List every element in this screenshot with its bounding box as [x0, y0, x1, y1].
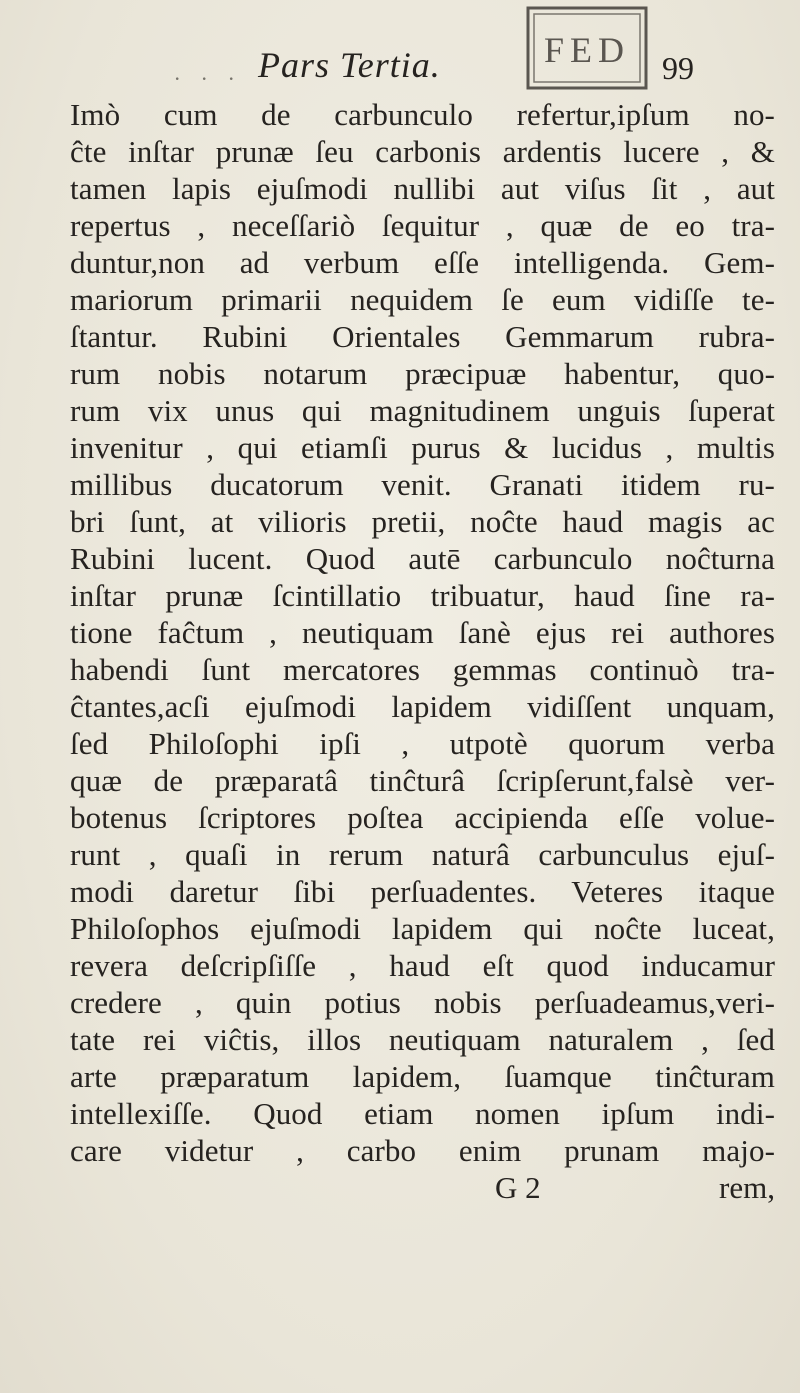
running-title: Pars Tertia.	[258, 45, 441, 85]
text-line: ſed Philoſophi ipſi , utpotè quorum verba	[70, 726, 775, 761]
text-line: quæ de præparatâ tinĉturâ ſcripſerunt,falsè ver-	[70, 763, 775, 798]
text-line: botenus ſcriptores poſtea accipienda eſſe volue-	[70, 800, 775, 835]
text-line: repertus , neceſſariò ſequitur , quæ de eo tra-	[70, 208, 775, 243]
signature-mark: G 2	[495, 1170, 541, 1205]
library-stamp-icon	[522, 2, 652, 94]
text-line: arte præparatum lapidem, ſuamque tinĉturam	[70, 1059, 775, 1094]
text-line: rum vix unus qui magnitudinem unguis ſuperat	[70, 393, 775, 428]
text-line: tione faĉtum , neutiquam ſanè ejus rei authores	[70, 615, 775, 650]
text-line: tate rei viĉtis, illos neutiquam naturalem , ſed	[70, 1022, 775, 1057]
text-line: runt , quaſi in rerum naturâ carbunculus ejuſ-	[70, 837, 775, 872]
text-line: care videtur , carbo enim prunam majo-	[70, 1133, 775, 1168]
text-line: tamen lapis ejuſmodi nullibi aut viſus ſit , aut	[70, 171, 775, 206]
text-line: invenitur , qui etiamſi purus & lucidus , multis	[70, 430, 775, 465]
text-line: ĉte inſtar prunæ ſeu carbonis ardentis lucere , &	[70, 134, 775, 169]
page-number: 99	[662, 50, 694, 86]
text-line: inſtar prunæ ſcintillatio tribuatur, haud ſine ra-	[70, 578, 775, 613]
catchword: rem,	[719, 1170, 775, 1205]
text-line: habendi ſunt mercatores gemmas continuò tra-	[70, 652, 775, 687]
page-footer	[70, 1169, 775, 1206]
text-line: Rubini lucent. Quod autē carbunculo noĉturna	[70, 541, 775, 576]
body-text	[70, 96, 775, 1206]
text-line: ſtantur. Rubini Orientales Gemmarum rubra-	[70, 319, 775, 354]
text-line: duntur,non ad verbum eſſe intelligenda. Gem-	[70, 245, 775, 280]
text-line: mariorum primarii nequidem ſe eum vidiſſe te-	[70, 282, 775, 317]
text-line: credere , quin potius nobis perſuadeamus,veri-	[70, 985, 775, 1020]
text-line: revera deſcripſiſſe , haud eſt quod inducamur	[70, 948, 775, 983]
text-line: Philoſophos ejuſmodi lapidem qui noĉte luceat,	[70, 911, 775, 946]
header-dots: . . .	[175, 60, 243, 85]
text-line: rum nobis notarum præcipuæ habentur, quo-	[70, 356, 775, 391]
text-line: millibus ducatorum venit. Granati itidem ru-	[70, 467, 775, 502]
svg-text:FED: FED	[543, 30, 631, 70]
text-line: bri ſunt, at vilioris pretii, noĉte haud magis ac	[70, 504, 775, 539]
text-line: modi daretur ſibi perſuadentes. Veteres itaque	[70, 874, 775, 909]
page-header	[0, 30, 800, 90]
text-line: Imò cum de carbunculo refertur,ipſum no-	[70, 97, 775, 132]
text-line: intellexiſſe. Quod etiam nomen ipſum indi-	[70, 1096, 775, 1131]
text-line: ĉtantes,acſi ejuſmodi lapidem vidiſſent unquam,	[70, 689, 775, 724]
